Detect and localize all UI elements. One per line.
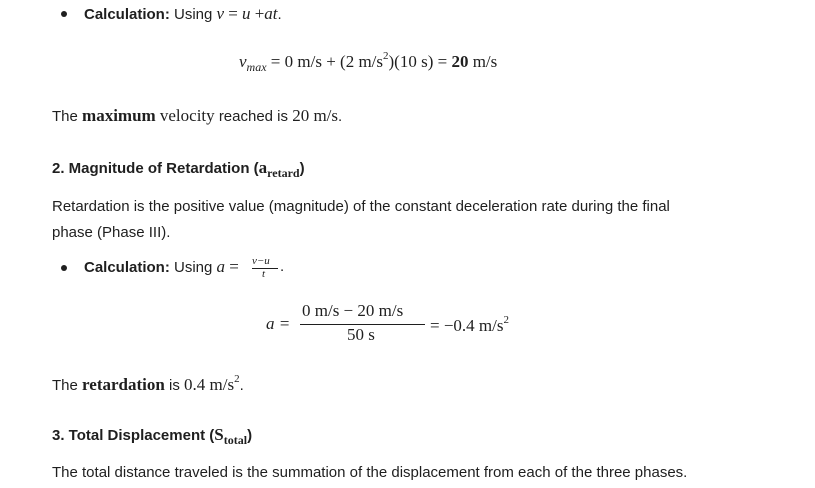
heading3-symbol: S <box>214 425 224 444</box>
retardation-definition-line-1: Retardation is the positive value (magnitude) of the constant deceleration rate during the final <box>52 198 670 215</box>
eq2-rhs-sup: 2 <box>503 314 509 326</box>
calculation-text: Using <box>174 259 213 276</box>
para3-value: 0.4 m/s <box>184 375 235 394</box>
bullet-marker <box>61 11 67 17</box>
inline-frac-den: t <box>262 268 266 280</box>
para3-prefix: The <box>52 377 78 394</box>
heading3-sub: total <box>223 433 248 447</box>
eq2-rhs <box>430 314 509 336</box>
inline-frac-period: . <box>280 258 285 275</box>
heading-retardation <box>52 158 305 181</box>
inline-frac-num: v−u <box>252 255 270 267</box>
total-displacement-sentence: The total distance traveled is the summation of the displacement from each of the three phases. <box>52 464 688 481</box>
heading3-close: ) <box>247 427 253 444</box>
formula-u: u <box>242 4 251 23</box>
para1-prefix: The <box>52 108 78 125</box>
max-velocity-sentence <box>52 106 342 126</box>
formula-a: a <box>216 257 226 276</box>
heading2-close: ) <box>299 160 305 177</box>
eq1-rhs-sup: 2 <box>383 50 389 62</box>
heading3-text: 3. Total Displacement ( <box>52 427 215 444</box>
eq1-lhs-var: v <box>239 52 247 71</box>
eq1-result: 20 <box>451 52 469 71</box>
para3-sup: 2 <box>234 373 240 385</box>
formula-at: at <box>264 4 278 23</box>
heading2-sub: retard <box>267 166 300 180</box>
formula-plus: + <box>254 4 265 23</box>
retardation-result-sentence <box>52 373 244 395</box>
eq2-rhs-text: = −0.4 m/s <box>430 316 504 335</box>
para3-suffix: is <box>169 377 180 394</box>
period: . <box>277 6 282 23</box>
para1-bold: maximum <box>82 106 156 125</box>
retardation-definition-line-2: phase (Phase III). <box>52 224 171 241</box>
para1-mid: velocity <box>159 106 215 125</box>
eq2-numerator: 0 m/s − 20 m/s <box>302 301 404 320</box>
heading2-symbol: a <box>258 158 268 177</box>
para3-period: . <box>239 377 244 394</box>
eq1-result-unit: m/s <box>472 52 498 71</box>
formula-eq: = <box>228 4 238 23</box>
eq1-lhs-sub: max <box>246 60 267 74</box>
para3-bold: retardation <box>82 375 165 394</box>
calculation-label: Calculation: <box>84 6 170 23</box>
bullet-marker <box>61 265 67 271</box>
formula-v: v <box>216 4 225 23</box>
formula-eq: = <box>229 257 239 276</box>
calculation-text: Using <box>174 6 213 23</box>
heading2-text: 2. Magnitude of Retardation ( <box>52 160 259 177</box>
eq1-rhs-part1: = 0 m/s + (2 m/s <box>270 52 384 71</box>
eq2-denominator: 50 s <box>347 325 375 344</box>
heading-total-displacement <box>52 425 252 448</box>
para1-value: 20 m/s <box>292 106 339 125</box>
calculation-line-1 <box>84 4 282 24</box>
para1-period: . <box>338 108 343 125</box>
eq1-rhs-part2: )(10 s) = <box>388 52 448 71</box>
equation-vmax <box>239 50 497 75</box>
calculation-label: Calculation: <box>84 259 170 276</box>
calculation-line-2 <box>84 257 239 277</box>
para1-suffix: reached is <box>218 108 289 125</box>
eq2-lhs: a = <box>266 314 291 333</box>
